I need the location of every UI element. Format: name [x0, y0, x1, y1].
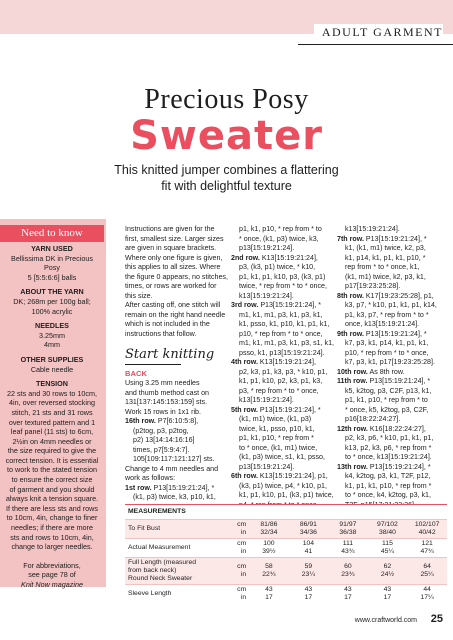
text-line: of garment and you should: [9, 484, 95, 494]
subtitle: [0, 162, 453, 194]
measurement-value: [407, 558, 447, 585]
row-label: 16th row.: [125, 417, 156, 425]
back-text: [125, 379, 233, 417]
row-text: P13[15:19:21:24], *: [363, 234, 427, 243]
label-line: Actual Measurement: [128, 544, 191, 551]
text-line: k5, k2tog, p3, C2F, p13, k1,: [345, 386, 432, 395]
measurement-label: [125, 520, 227, 539]
text-line: 105[109:117:121:127] sts.: [133, 455, 215, 463]
change-needles-text: [125, 465, 233, 484]
text-line: k3, p7, * k10, p1, k1, p1, k14,: [345, 301, 437, 309]
text-line: k13, p2, k3, p6, * rep from *: [345, 443, 432, 452]
row-label: 1st row.: [125, 483, 152, 492]
text-line: 2½in on 4mm needles or: [12, 436, 92, 446]
text-line: needles; if there are more: [11, 523, 93, 533]
value-line: 121: [421, 540, 433, 547]
text-line: to * once, k13[15:19:21:24].: [345, 453, 432, 461]
pattern-row: [231, 472, 337, 482]
text-line: are given in square brackets.: [125, 244, 217, 252]
measurement-value: [249, 520, 289, 539]
text-line: twice, k1, psso, p10, k1,: [239, 424, 315, 433]
measurement-units: [227, 539, 249, 558]
text-line: to 10cm, 4in, change to finer: [6, 513, 98, 523]
pattern-row: [231, 358, 337, 368]
value-line: 62: [383, 563, 392, 570]
text-line: and thumb method cast on: [125, 388, 209, 397]
value-line: 23¾: [341, 571, 355, 578]
text-line: p1, k3, p7, * rep from * to *: [345, 310, 429, 319]
text-line: Instructions are given for the: [125, 225, 215, 233]
text-line: k13[15:19:21:24].: [239, 396, 294, 404]
measurement-row: [125, 558, 447, 585]
row-label: 9th row.: [337, 329, 364, 338]
sidebar-line: 3.25mm: [39, 330, 65, 340]
row-1: [125, 484, 233, 494]
text-line: p13[15:19:21:24].: [239, 462, 295, 471]
text-line: leaf panel (11 sts) to 6cm,: [10, 427, 94, 437]
row-label: 7th row.: [337, 234, 364, 243]
value-line: 58: [265, 563, 273, 570]
label-line: Round Neck Sweater: [128, 575, 193, 582]
title-line-2: Sweater: [130, 113, 323, 159]
text-line: (k1, p3) twice, s1, k1, psso,: [239, 453, 325, 461]
text-line: p2) 13[14:14:16:16]: [133, 436, 195, 444]
sidebar-line: 100% acrylic: [31, 306, 73, 316]
unit-line: in: [240, 594, 247, 601]
value-line: 38/40: [378, 529, 396, 536]
text-line: k1, p1, k1, p10, * rep from *: [345, 481, 432, 490]
row-16: [125, 417, 233, 427]
tension-text: [4, 389, 100, 552]
text-line: this size.: [125, 291, 153, 300]
text-line: k13[15:19:21:24].: [239, 291, 294, 300]
sidebar-line: Bellissima DK in Precious: [11, 253, 93, 263]
sidebar-line: Knit Now magazine: [21, 580, 83, 589]
header-rule: [298, 44, 453, 45]
text-line: to * once, (k1, m1) twice,: [239, 443, 318, 452]
text-line: 22 sts and 30 rows to 10cm,: [7, 388, 97, 398]
text-line: (k1, m1) twice, k2, p3, k1,: [345, 272, 426, 281]
text-line: Work 15 rows in 1x1 rib.: [125, 407, 201, 416]
measurement-value: [407, 539, 447, 558]
measurement-units: [227, 585, 249, 604]
text-line: p1, k1, p10, * rep from * to: [239, 225, 322, 233]
row-text: K13[15:19:21:24],: [257, 358, 316, 366]
text-line: k7, p3, k1, p14, k1, p1, k1,: [345, 339, 429, 347]
text-line: correct tension. It is essential: [5, 455, 99, 465]
text-line: (k1, m1) twice, (k1, p3): [239, 415, 312, 423]
text-line: m1, k1, m1, p3, k1, p3, s1, k1,: [239, 339, 335, 347]
value-line: 41: [304, 548, 313, 555]
value-line: 45¼: [380, 548, 395, 555]
value-line: 25¼: [420, 571, 434, 578]
text-line: first, smallest size. Larger sizes: [125, 234, 224, 243]
text-line: twice, * rep from * to * once,: [239, 282, 327, 290]
value-line: 60: [344, 563, 352, 570]
row-label: 3rd row.: [231, 301, 259, 309]
row-label: 12th row.: [337, 424, 368, 433]
subtitle-line: This knitted jumper combines a flattering: [114, 163, 339, 177]
measurement-value: [368, 539, 408, 558]
text-line: m1, k1, m1, p3, k1, p3, k1,: [239, 310, 323, 319]
unit-line: in: [240, 571, 247, 578]
measurement-value: [328, 539, 368, 558]
value-line: 24½: [380, 571, 395, 578]
pattern-row: [337, 377, 447, 387]
row-text: As 8th row.: [367, 367, 405, 376]
pattern-row: [337, 368, 447, 378]
text-line: work as follows:: [125, 474, 176, 482]
about-yarn-heading: ABOUT THE YARN: [20, 287, 84, 297]
value-line: 39½: [262, 548, 276, 555]
text-line: Using 3.25 mm needles: [125, 379, 200, 387]
measurement-value: [289, 539, 329, 558]
measurement-value: [328, 558, 368, 585]
pattern-row: [337, 292, 447, 302]
row-16-continued: [125, 427, 233, 465]
instructions-column-2: [231, 225, 337, 510]
measurement-value: [249, 539, 289, 558]
text-line: change to larger needles.: [11, 542, 93, 552]
sidebar-gap: [4, 552, 100, 561]
measurement-value: [289, 520, 329, 539]
text-line: 131[137:145:153:159] sts.: [125, 398, 208, 406]
row-text: P13[15:19:21:24], *: [153, 483, 215, 492]
instructions-column-1: [125, 225, 233, 503]
text-line: sts and rows to 10cm, 4in,: [10, 532, 94, 542]
page-number: 25: [430, 613, 443, 625]
text-line: k1, psso, k1, p10, k1, p1, k1,: [239, 320, 330, 328]
measurement-row: [125, 585, 447, 604]
row-text: P13[15:19:21:24], *: [367, 462, 431, 471]
text-line: (p2tog, p3, p2tog,: [133, 426, 189, 435]
sidebar-line: Posy: [44, 263, 60, 273]
row-label: 4th row.: [231, 358, 258, 366]
measurements-header: MEASUREMENTS: [125, 505, 447, 520]
text-line: If there are less sts and rows: [6, 503, 98, 513]
text-line: p3, * rep from * to * once,: [239, 386, 319, 395]
text-line: psso, k1, p13[15:19:21:24].: [239, 348, 325, 357]
heading-rule: [125, 364, 181, 365]
value-line: 43: [344, 586, 352, 593]
text-line: p13[15:19:21:24].: [239, 244, 295, 252]
unit-line: cm: [237, 586, 247, 593]
row-label: 10th row.: [337, 367, 368, 376]
text-line: Where only one figure is given,: [125, 253, 223, 262]
row-label: 8th row.: [337, 291, 364, 300]
row-text: P13[15:19:21:24], *: [367, 377, 431, 385]
measurement-row: [125, 520, 447, 539]
text-line: times, or rows are worked for: [125, 282, 217, 290]
value-line: 17¼: [420, 594, 434, 601]
value-line: 81/86: [260, 521, 278, 528]
measurement-value: [407, 520, 447, 539]
row-label: 2nd row.: [231, 253, 260, 262]
unit-line: cm: [237, 540, 247, 547]
label-line: Full Length (measured: [128, 559, 197, 566]
pattern-row: [231, 406, 337, 416]
row-label: 5th row.: [231, 405, 258, 414]
measurement-label: [125, 539, 227, 558]
row-text: K13[15:19:21:24],: [259, 253, 318, 262]
other-supplies-heading: OTHER SUPPLIES: [20, 354, 84, 364]
text-line: p17[19:23:25:28].: [345, 282, 401, 290]
measurement-value: [368, 520, 408, 539]
value-line: 40/42: [418, 529, 436, 536]
sidebar-line: 4mm: [44, 340, 60, 350]
row-1-continued: [125, 493, 233, 503]
value-line: 97/102: [377, 521, 398, 528]
value-line: 17: [344, 594, 352, 601]
text-line: k7, p3, k1, p17[19:23:25:28].: [345, 358, 435, 366]
title-line-1: Precious Posy: [144, 84, 309, 115]
pattern-row: [231, 301, 337, 311]
value-line: 111: [342, 540, 354, 547]
text-line: k1, p1, k10, p2, k3, p1, k3,: [239, 377, 323, 385]
measurement-units: [227, 558, 249, 585]
row-text: P13[15:19:21:24], *: [258, 301, 322, 309]
measurement-value: [328, 585, 368, 604]
instructions-column-3: [337, 225, 447, 510]
row-text: P13[15:19:21:24], *: [257, 405, 321, 414]
pattern-row: [337, 425, 447, 435]
section-header: ADULT GARMENT: [314, 24, 443, 42]
row-text: K16[18:22:24:27],: [367, 424, 426, 433]
text-line: the figure 0 appears, no stitches,: [125, 272, 228, 281]
sidebar-content: [0, 244, 104, 590]
text-line: instructions that follow.: [125, 329, 197, 338]
label-line: To Fit Bust: [128, 525, 161, 532]
unit-line: cm: [237, 563, 247, 570]
text-line: p16[18:22:24:27].: [345, 415, 401, 423]
text-line: p2, k3, p6, * k10, p1, k1, p1,: [345, 434, 434, 442]
text-line: remain on the right hand needle: [125, 310, 226, 319]
text-line: to ensure the correct size: [11, 475, 93, 485]
measurement-value: [368, 585, 408, 604]
value-line: 43: [383, 586, 392, 593]
pattern-row: [337, 330, 447, 340]
sidebar-line: see page 78 of: [28, 570, 76, 580]
value-line: 115: [382, 540, 393, 547]
value-line: 104: [302, 540, 315, 547]
row-label: 11th row.: [337, 377, 368, 385]
row-label: 13th row.: [337, 462, 368, 471]
value-line: 43: [265, 586, 273, 593]
measurement-value: [289, 585, 329, 604]
text-line: once, k13[15:19:21:24].: [345, 320, 420, 328]
text-line: k1, (k1, m1) twice, k2, p3,: [345, 244, 426, 252]
text-line: stitch, 21 sts and 31 rows: [11, 407, 93, 417]
value-line: 91/97: [339, 521, 357, 528]
value-line: 44: [423, 586, 431, 593]
measurement-units: [227, 520, 249, 539]
text-line: times, p7[5:9:4:7].: [133, 445, 190, 454]
intro-text: [125, 225, 233, 339]
measurement-value: [407, 585, 447, 604]
row-text: K17[19:23:25:28], p1,: [363, 291, 434, 300]
text-line: rep from * to * once, k1,: [345, 263, 420, 271]
text-line: the size required to give the: [7, 446, 97, 456]
measurement-value: [289, 558, 329, 585]
measurement-row: [125, 539, 447, 558]
value-line: 36/38: [339, 529, 357, 536]
unit-line: in: [240, 529, 247, 536]
row-text: P13[15:19:21:24], *: [363, 329, 427, 338]
unit-line: in: [240, 548, 247, 555]
text-line: Change to 4 mm needles and: [125, 464, 219, 473]
text-line: k1, p1, k10, p1, (k3, p1) twice,: [239, 491, 334, 499]
text-line: 4in, over reversed stocking: [9, 398, 95, 408]
text-line: k13[15:19:21:24].: [345, 225, 400, 233]
text-line: to * once, k4, k2tog, p3, k1,: [345, 491, 431, 499]
row-text: P7[6:10:5:8],: [157, 417, 199, 425]
text-line: * once, (k1, p3) twice, k3,: [239, 234, 319, 243]
measurement-value: [368, 558, 408, 585]
tension-heading: TENSION: [36, 379, 68, 389]
back-heading: BACK: [125, 369, 147, 378]
measurement-label: [125, 585, 227, 604]
value-line: 100: [263, 540, 275, 547]
sidebar-line: Cable needle: [30, 364, 74, 374]
value-line: 17: [265, 594, 273, 601]
subtitle-line: fit with delightful texture: [161, 179, 292, 193]
text-line: * once, k5, k2tog, p3, C2F,: [345, 405, 429, 414]
sidebar-line: 5 [5:5:6:6] balls: [27, 272, 77, 282]
pattern-row: [231, 254, 337, 264]
value-line: 43: [304, 586, 313, 593]
value-line: 22¾: [262, 571, 276, 578]
value-line: 17: [383, 594, 392, 601]
row-label: 6th row.: [231, 472, 258, 480]
pattern-row: [337, 463, 447, 473]
value-line: 86/91: [299, 521, 317, 528]
unit-line: cm: [237, 521, 247, 528]
text-line: p10, * rep from * to * once,: [345, 348, 429, 357]
measurement-value: [249, 585, 289, 604]
text-line: p2, k3, p1, k3, p3, * k10, p1,: [239, 367, 328, 376]
text-line: this applies to all sizes. Where: [125, 263, 221, 271]
text-line: k1, p14, k1, p1, k1, p10, *: [345, 253, 426, 262]
text-line: After casting off, one stitch will: [125, 301, 221, 309]
footer-url: www.craftworld.com: [354, 617, 417, 624]
value-line: 23¼: [301, 571, 315, 578]
value-line: 64: [423, 563, 431, 570]
text-line: always knit a tension square.: [5, 494, 99, 504]
text-line: p1, k1, p10, * rep from *: [239, 434, 314, 442]
value-line: 47¾: [420, 548, 434, 555]
label-line: Sleeve Length: [128, 590, 172, 597]
measurement-value: [249, 558, 289, 585]
value-line: 59: [304, 563, 313, 570]
needles-heading: NEEDLES: [35, 321, 69, 331]
text-line: p1, k1, p1, k10, p3, (k3, p1): [239, 272, 326, 281]
text-line: (k1, p3) twice, k3, p10, k1,: [133, 493, 216, 501]
measurement-value: [328, 520, 368, 539]
text-line: (k3, p1) twice, p4, * k10, p1,: [239, 481, 327, 490]
value-line: 32/34: [260, 529, 278, 536]
sidebar-line: For abbreviations,: [23, 560, 81, 570]
start-knitting-heading: Start knitting: [125, 347, 215, 362]
value-line: 17: [304, 594, 313, 601]
label-line: from back neck): [128, 567, 177, 574]
text-line: k4, k2tog, p3, k1, T2F, p12,: [345, 472, 431, 480]
value-line: 34/36: [299, 529, 317, 536]
row-text: K13[15:19:21:24], p1,: [257, 472, 328, 480]
measurement-label: [125, 558, 227, 585]
pattern-row: [337, 235, 447, 245]
value-line: 43¾: [341, 548, 355, 555]
text-line: p10, * rep from * to * once,: [239, 329, 323, 338]
text-line: to work to the stated tension: [7, 465, 97, 475]
need-to-know-tab: Need to know: [0, 225, 104, 242]
text-line: which is not included in the: [125, 320, 210, 328]
text-line: p3, (k3, p1) twice, * k10,: [239, 263, 316, 271]
measurements-header-row: [125, 505, 447, 520]
text-line: over textured pattern and 1: [8, 417, 96, 427]
sidebar-line: DK; 268m per 100g ball;: [13, 296, 91, 306]
yarn-used-heading: YARN USED: [31, 244, 73, 253]
value-line: 102/107: [414, 521, 440, 528]
title-block: [0, 84, 453, 194]
measurements-table: [125, 504, 447, 603]
text-line: p1, k1, p10, * rep from * to: [345, 396, 428, 404]
